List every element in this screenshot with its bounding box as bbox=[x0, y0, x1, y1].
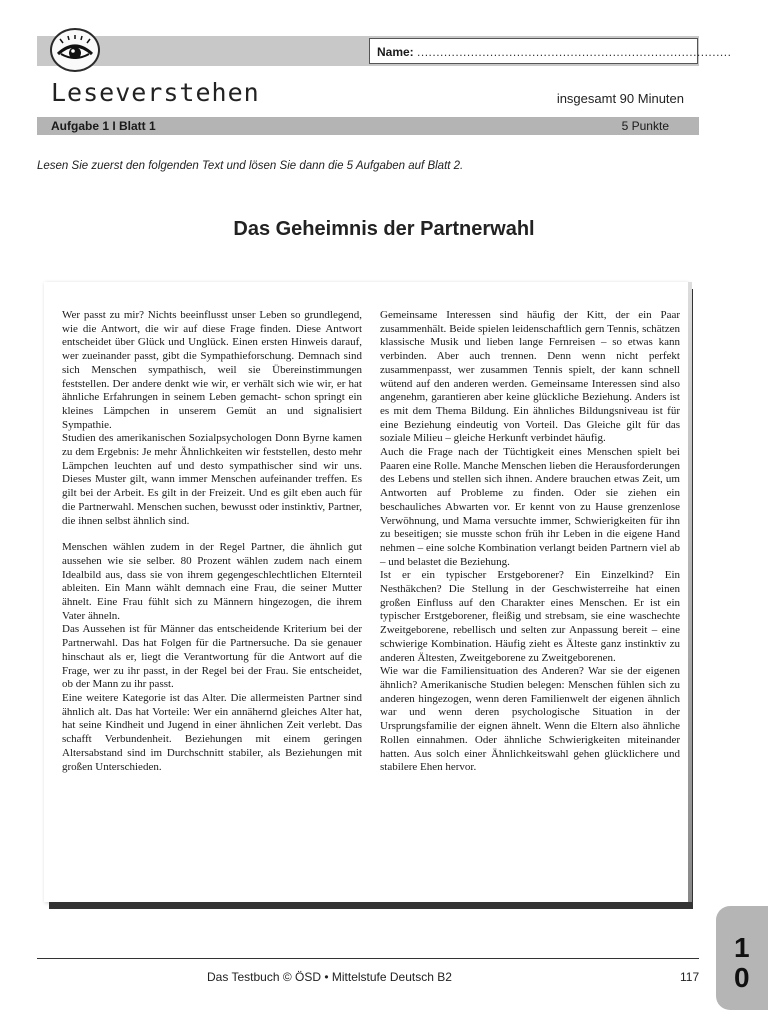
paragraph: Menschen wählen zudem in der Regel Partner, die ähnlich gut aussehen wie sie selber. 80 Prozent wählen zudem nach einem Idealbild aus, dass sie von ihrem gegengeschlechtlichen Elternteil ableiten. Ein Mann wählt demnach eine Frau, die seiner Mutter ähnelt. Eine Frau fühlt sich zu Männern hingezogen, die ihrem Vater ähneln. bbox=[62, 541, 362, 622]
eye-icon bbox=[50, 28, 100, 72]
task-bar bbox=[37, 117, 699, 135]
name-field[interactable] bbox=[369, 38, 732, 64]
page-title: Leseverstehen bbox=[51, 78, 260, 107]
page-number: 117 bbox=[680, 970, 700, 984]
instruction-text: Lesen Sie zuerst den folgenden Text und lösen Sie dann die 5 Aufgaben auf Blatt 2. bbox=[37, 160, 464, 172]
duration-text: insgesamt 90 Minuten bbox=[556, 91, 684, 106]
article-column-left bbox=[62, 309, 362, 774]
points-label: 5 Punkte bbox=[621, 119, 669, 133]
footer-divider bbox=[37, 958, 699, 959]
footer-text: Das Testbuch © ÖSD • Mittelstufe Deutsch B2 bbox=[207, 970, 452, 984]
paragraph: Studien des amerikanischen Sozialpsychologen Donn Byrne kamen zu dem Ergebnis: Je mehr Ähnlichkeiten wir feststellen, desto mehr Lämpchen leuchten auf und desto sympathischer sind wir uns. Dieses Muster gilt, wann immer Menschen aufeinander treffen. Es gilt bei der Arbeit. Es gilt in der Freizeit. Und es gilt eben auch für die Partnerwahl. Menschen suchen, bewusst oder instinktiv, Partner, die ihnen selbst ähnlich sind. bbox=[62, 432, 362, 527]
name-label: Name: bbox=[377, 45, 414, 59]
article-title: Das Geheimnis der Partnerwahl bbox=[233, 218, 535, 240]
chapter-tab bbox=[716, 906, 768, 1010]
article-column-right bbox=[380, 309, 680, 775]
paragraph: Eine weitere Kategorie ist das Alter. Die allermeisten Partner sind ähnlich alt. Das hat Vorteile: Wer ein annähernd gleiches Alter hat, hat seine Kindheit und Jugend in einer ähnlichen Zeit verlebt. Das schafft Verbundenheit. Beziehungen mit einem geringen Altersabstand sind im Durchschnitt stabiler, als Beziehungen mit großen Unterschieden. bbox=[62, 691, 362, 773]
paragraph: Auch die Frage nach der Tüchtigkeit eines Menschen spielt bei Paaren eine Rolle. Manche Menschen lieben die Herausforderungen des Lebens und stellen sich ihnen. Andere brauchen etwas Zeit, um Antworten auf Probleme zu finden. Oder sie ziehen ein beschauliches Abwarten vor. Er kennt von zu Hause grenzenlose Verwöhnung, und Mama versuchte immer, Schwierigkeiten für ihn zu beseitigen; sie musste schon früh ihr Leben in die eigene Hand nehmen – eine solche Kombination verlangt beiden Partnern viel ab – und belastet die Beziehung. bbox=[380, 446, 680, 568]
paragraph: Ist er ein typischer Erstgeborener? Ein Einzelkind? Ein Nesthäkchen? Die Stellung in der Geschwisterreihe hat einen großen Einfluss auf den Charakter eines Menschen. Er ist ein typischer Erstgeborener, fleißig und strebsam, sie eine waschechte Zweitgeborene, rebellisch und selten zur Anpassung bereit – eine schwierige Kombination. Häufig zieht es Älteste ganz instinktiv zu anderen Ältesten, Zweitgeborene zu Zweitgeborenen. bbox=[380, 569, 680, 664]
paragraph: Wer passt zu mir? Nichts beeinflusst unser Leben so grundlegend, wie die Antwort, die wir auf diese Frage finden. Diese Antwort entscheidet über Glück und Unglück. Einen ersten Hinweis darauf, wer zueinander passt, gibt die Sympathieforschung. Demnach sind sich Menschen sympathisch, weil sie Übereinstimmungen feststellen. Der andere denkt wie wir, er verhält sich wie wir, er hat ähnliche Erfahrungen in seinem Leben gemacht- schon springt ein kleines Lämpchen in unserem Gemüt an und signalisiert Sympathie. bbox=[62, 309, 362, 431]
sheet-edge bbox=[688, 282, 692, 902]
task-label: Aufgabe 1 I Blatt 1 bbox=[51, 119, 156, 133]
chapter-digit: 0 bbox=[734, 962, 750, 993]
paragraph: Gemeinsame Interessen sind häufig der Kitt, der ein Paar zusammenhält. Beide spielen leidenschaftlich gern Tennis, schätzen klassische Musik und lieben lange Fernreisen – so etwas kann verbinden. Aber auch trennen. Denn wenn nicht perfekt zusammenpasst, wer zusammen Tennis spielt, der kann schnell wütend auf den anderen werden. Gemeinsame Interessen sind also angenehm, garantieren aber keine glückliche Beziehung. Anders ist es mit dem Thema Bildung. Ein ähnliches Bildungsniveau ist für eine Beziehung eindeutig von Vorteil. Das Gleiche gilt für das soziale Milieu – gleiche Herkunft verbindet häufig. bbox=[380, 309, 680, 445]
chapter-digit: 1 bbox=[734, 932, 750, 963]
name-dots: .................................................................................. bbox=[417, 45, 732, 59]
paragraph: Das Aussehen ist für Männer das entscheidende Kriterium bei der Partnerwahl. Das hat Folgen für die Partnersuche. Da sie genauer hinschaut als er, liegt die Verantwortung für die Antwort auf die Frage, wer zu ihr passt, in der Regel bei der Frau. Sie entscheidet, ob der Mann zu ihr passt. bbox=[62, 623, 362, 691]
paragraph: Wie war die Familiensituation des Anderen? War sie der eigenen ähnlich? Amerikanische Studien belegen: Menschen fühlen sich zu anderen hingezogen, wenn deren Familienwelt der eigenen ähnlich war und wenn deren psychologische Situation in der Ursprungsfamilie der eignen ähnelt. Wenn die Eltern also ähnliche Rollen einnahmen. Oder ähnliche Schwierigkeiten miteinander hatten. Aus solch einer Ähnlichkeitswahl gehen glücklichere und stabilere Ehen hervor. bbox=[380, 665, 680, 774]
